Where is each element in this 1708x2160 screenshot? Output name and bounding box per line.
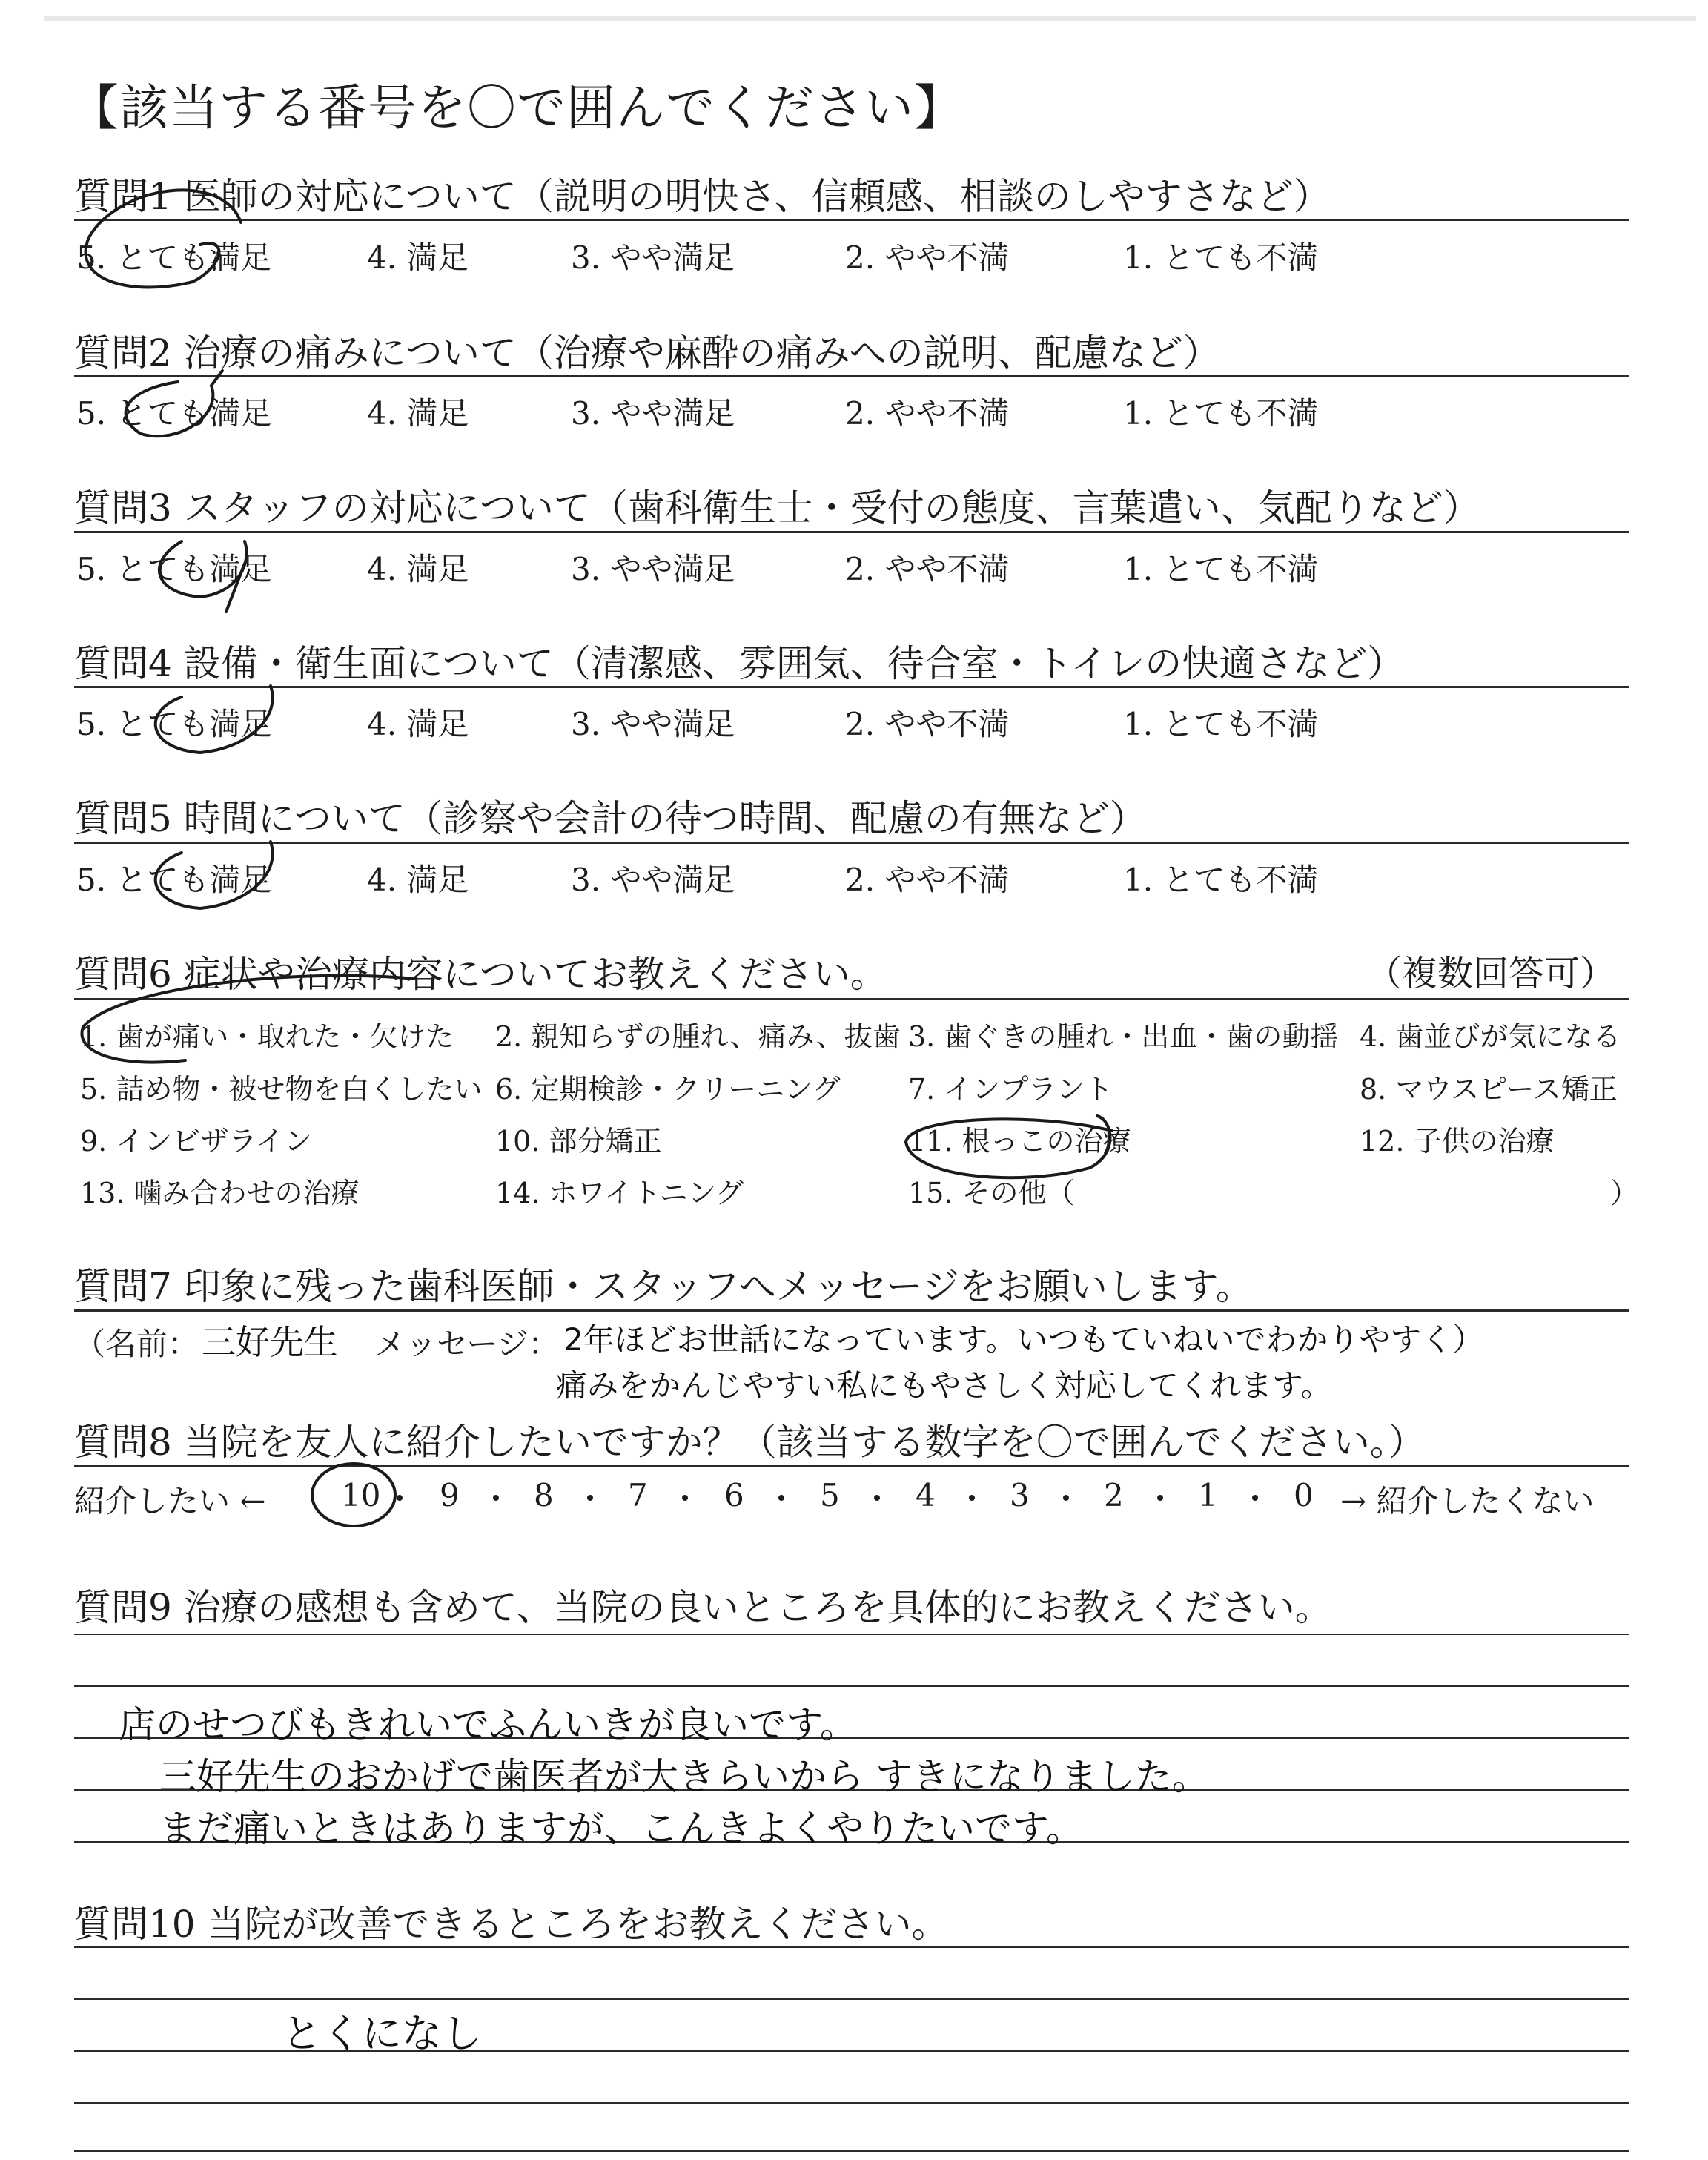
page-heading: 【該当する番号を〇で囲んでください】 (70, 79, 964, 136)
question-6-multi-note: （複数回答可） (1366, 953, 1616, 994)
q2-option-3[interactable]: 3. やや満足 (571, 395, 735, 432)
q9-answer-line-2: 三好先生のおかげで歯医者が大きらいから すきになりました。 (159, 1755, 1209, 1798)
q8-scale-10[interactable]: 10 (341, 1477, 381, 1513)
q3-option-1[interactable]: 1. とても不満 (1123, 551, 1319, 587)
q6-item-12[interactable]: 12. 子供の治療 (1360, 1125, 1555, 1157)
q10-rule-5 (74, 2150, 1629, 2152)
question-6-title: 質問6 症状や治療内容についてお教えください。 (74, 953, 887, 996)
q4-option-1[interactable]: 1. とても不満 (1123, 706, 1319, 742)
q6-item-10[interactable]: 10. 部分矯正 (495, 1125, 662, 1157)
q8-scale-9[interactable]: 9 (440, 1477, 460, 1513)
q8-scale-separator (874, 1495, 880, 1501)
q7-name-label: （名前： (74, 1326, 199, 1362)
q8-left-label: 紹介したい ← (74, 1483, 266, 1519)
q3-option-5[interactable]: 5. とても満足 (76, 551, 272, 587)
q8-scale-6[interactable]: 6 (724, 1477, 744, 1513)
question-6-rule (74, 998, 1629, 1000)
q2-option-4[interactable]: 4. 満足 (367, 395, 469, 432)
q6-item-15[interactable]: 15. その他（ (908, 1177, 1075, 1209)
q2-option-5[interactable]: 5. とても満足 (76, 395, 272, 432)
question-1-rule (74, 219, 1629, 221)
q8-scale-separator (493, 1495, 499, 1501)
question-2-rule (74, 375, 1629, 377)
q6-item-4[interactable]: 4. 歯並びが気になる (1360, 1020, 1621, 1053)
q4-option-3[interactable]: 3. やや満足 (571, 706, 735, 742)
question-2-title: 質問2 治療の痛みについて（治療や麻酔の痛みへの説明、配慮など） (74, 331, 1220, 374)
q9-answer-line-3: まだ痛いときはありますが、こんきよくやりたいです。 (159, 1807, 1083, 1850)
q5-option-1[interactable]: 1. とても不満 (1123, 862, 1319, 898)
q5-option-4[interactable]: 4. 満足 (367, 862, 469, 898)
scan-edge (44, 16, 1696, 21)
q6-item-3[interactable]: 3. 歯ぐきの腫れ・出血・歯の動揺 (908, 1020, 1339, 1053)
q5-option-5[interactable]: 5. とても満足 (76, 862, 272, 898)
q3-option-3[interactable]: 3. やや満足 (571, 551, 735, 587)
q6-item-1[interactable]: 1. 歯が痛い・取れた・欠けた (80, 1020, 454, 1053)
q9-rule-1 (74, 1634, 1629, 1635)
q6-item-9[interactable]: 9. インビザライン (80, 1125, 313, 1157)
q8-scale-7[interactable]: 7 (628, 1477, 648, 1513)
q9-rule-2 (74, 1685, 1629, 1687)
question-7-title: 質問7 印象に残った歯科医師・スタッフへメッセージをお願いします。 (74, 1265, 1253, 1308)
q4-option-5[interactable]: 5. とても満足 (76, 706, 272, 742)
q6-item-11[interactable]: 11. 根っこの治療 (908, 1125, 1131, 1157)
q8-scale-separator (397, 1495, 403, 1501)
q2-option-1[interactable]: 1. とても不満 (1123, 395, 1319, 432)
q8-scale-1[interactable]: 1 (1198, 1477, 1218, 1513)
q8-scale-4[interactable]: 4 (916, 1477, 936, 1513)
q8-scale-5[interactable]: 5 (820, 1477, 840, 1513)
q10-rule-1 (74, 1946, 1629, 1948)
q6-item-6[interactable]: 6. 定期検診・クリーニング (495, 1073, 841, 1106)
q7-message-label: メッセージ： (374, 1326, 560, 1362)
question-1-title: 質問1 医師の対応について（説明の明快さ、信頼感、相談のしやすさなど） (74, 175, 1331, 218)
q8-scale-separator (1157, 1495, 1163, 1501)
question-3-rule (74, 531, 1629, 533)
question-4-title: 質問4 設備・衛生面について（清潔感、雰囲気、待合室・トイレの快適さなど） (74, 642, 1405, 685)
q4-option-4[interactable]: 4. 満足 (367, 706, 469, 742)
q6-item-2[interactable]: 2. 親知らずの腫れ、痛み、抜歯 (495, 1020, 901, 1053)
question-9-title: 質問9 治療の感想も含めて、当院の良いところを具体的にお教えください。 (74, 1586, 1332, 1629)
q3-option-4[interactable]: 4. 満足 (367, 551, 469, 587)
q5-option-3[interactable]: 3. やや満足 (571, 862, 735, 898)
question-10-title: 質問10 当院が改善できるところをお教えください。 (74, 1903, 949, 1946)
q1-option-4[interactable]: 4. 満足 (367, 240, 469, 276)
q1-option-3[interactable]: 3. やや満足 (571, 240, 735, 276)
question-3-title: 質問3 スタッフの対応について（歯科衛生士・受付の態度、言葉遣い、気配りなど） (74, 486, 1480, 529)
question-4-rule (74, 686, 1629, 688)
q9-answer-line-1: 店のせつびもきれいでふんいきが良いです。 (119, 1703, 857, 1746)
q6-item-5[interactable]: 5. 詰め物・被せ物を白くしたい (80, 1073, 483, 1106)
q8-right-label: → 紹介したくない (1340, 1483, 1595, 1519)
question-8-rule (74, 1465, 1629, 1467)
q1-option-5[interactable]: 5. とても満足 (76, 240, 272, 276)
q6-item-13[interactable]: 13. 噛み合わせの治療 (80, 1177, 360, 1209)
question-7-rule (74, 1309, 1629, 1312)
q10-answer: とくになし (282, 2010, 482, 2057)
q8-scale-8[interactable]: 8 (534, 1477, 554, 1513)
question-8-title: 質問8 当院を友人に紹介したいですか？（該当する数字を〇で囲んでください。） (74, 1421, 1426, 1464)
q8-scale-separator (1063, 1495, 1069, 1501)
question-5-rule (74, 842, 1629, 844)
q5-option-2[interactable]: 2. やや不満 (845, 862, 1010, 898)
q10-rule-2 (74, 1998, 1629, 2000)
q8-scale-separator (682, 1495, 688, 1501)
q8-scale-separator (778, 1495, 784, 1501)
q4-option-2[interactable]: 2. やや不満 (845, 706, 1010, 742)
q8-scale-0[interactable]: 0 (1294, 1477, 1314, 1513)
q6-item-14[interactable]: 14. ホワイトニング (495, 1177, 744, 1209)
q8-scale-2[interactable]: 2 (1104, 1477, 1124, 1513)
q6-item-7[interactable]: 7. インプラント (908, 1073, 1113, 1106)
q8-scale-separator (1252, 1495, 1258, 1501)
q8-scale-3[interactable]: 3 (1010, 1477, 1030, 1513)
q7-message-line-2: 痛みをかんじやすい私にもやさしく対応してくれます。 (556, 1367, 1332, 1404)
q7-message-line-1: 2年ほどお世話になっています。いつもていねいでわかりやすく） (563, 1321, 1484, 1358)
q1-option-1[interactable]: 1. とても不満 (1123, 240, 1319, 276)
q2-option-2[interactable]: 2. やや不満 (845, 395, 1010, 432)
q3-option-2[interactable]: 2. やや不満 (845, 551, 1010, 587)
q6-item-15-close: ） (1610, 1177, 1639, 1209)
q8-scale-separator (969, 1495, 975, 1501)
q6-item-8[interactable]: 8. マウスピース矯正 (1360, 1073, 1618, 1106)
q8-scale-separator (587, 1495, 593, 1501)
q10-rule-4 (74, 2102, 1629, 2104)
q1-option-2[interactable]: 2. やや不満 (845, 240, 1010, 276)
question-5-title: 質問5 時間について（診察や会計の待つ時間、配慮の有無など） (74, 797, 1147, 840)
q7-name-value: 三好先生 (202, 1322, 338, 1362)
